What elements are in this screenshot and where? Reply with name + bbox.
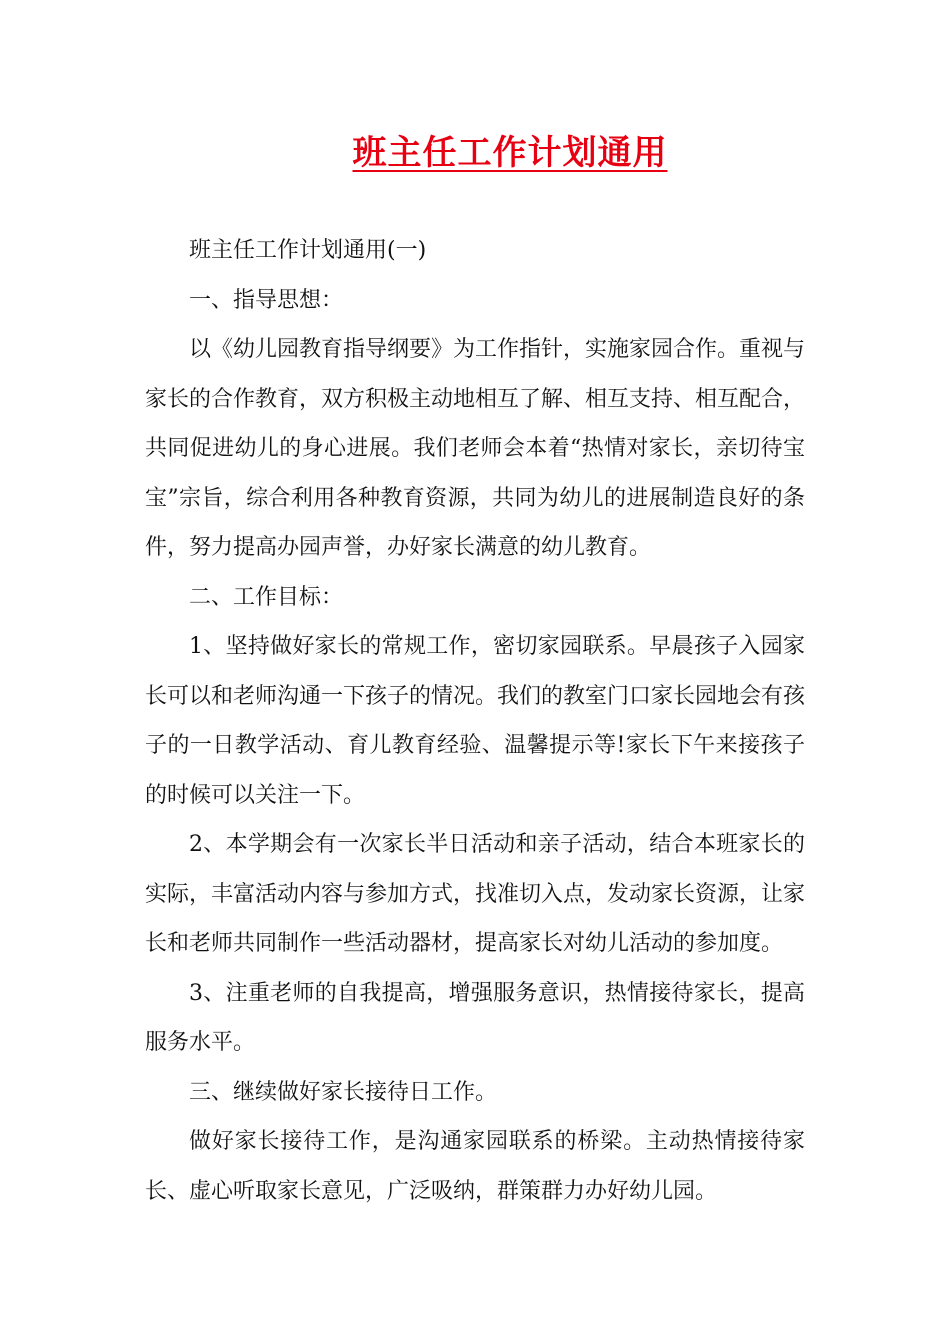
section-heading-work-goals: 二、工作目标：: [189, 584, 344, 610]
paragraph-guiding-ideology: 以《幼儿园教育指导纲要》为工作指针，实施家园合作。重视与家长的合作教育，双方积极主动地相互了解、相互支持、相互配合，共同促进幼儿的身心进展。我们老师会本着“热情对家长，亲切待宝宝”宗旨，综合利用各种教育资源，共同为幼儿的进展制造良好的条件，努力提高办园声誉，办好家长满意的幼儿教育。: [145, 337, 806, 560]
document-body: [145, 226, 805, 1216]
document-title: 班主任工作计划通用: [352, 133, 668, 173]
paragraph-goal-1: 1、坚持做好家长的常规工作，密切家园联系。早晨孩子入园家长可以和老师沟通一下孩子的情况。我们的教室门口家长园地会有孩子的一日教学活动、育儿教育经验、温馨提示等!家长下午来接孩子的时候可以关注一下。: [145, 634, 806, 808]
paragraph-reception-day: 做好家长接待工作，是沟通家园联系的桥梁。主动热情接待家长、虚心听取家长意见，广泛吸纳，群策群力办好幼儿园。: [145, 1129, 805, 1204]
section-heading-plan-one: 班主任工作计划通用(一): [189, 238, 427, 263]
section-heading-guiding-ideology: 一、指导思想：: [189, 287, 344, 313]
paragraph-goal-2: 2、本学期会有一次家长半日活动和亲子活动，结合本班家长的实际，丰富活动内容与参加方式，找准切入点，发动家长资源，让家长和老师共同制作一些活动器材，提高家长对幼儿活动的参加度。: [145, 832, 806, 956]
section-heading-reception-day: 三、继续做好家长接待日工作。: [189, 1079, 498, 1105]
paragraph-goal-3: 3、注重老师的自我提高，增强服务意识，热情接待家长，提高服务水平。: [145, 980, 805, 1055]
